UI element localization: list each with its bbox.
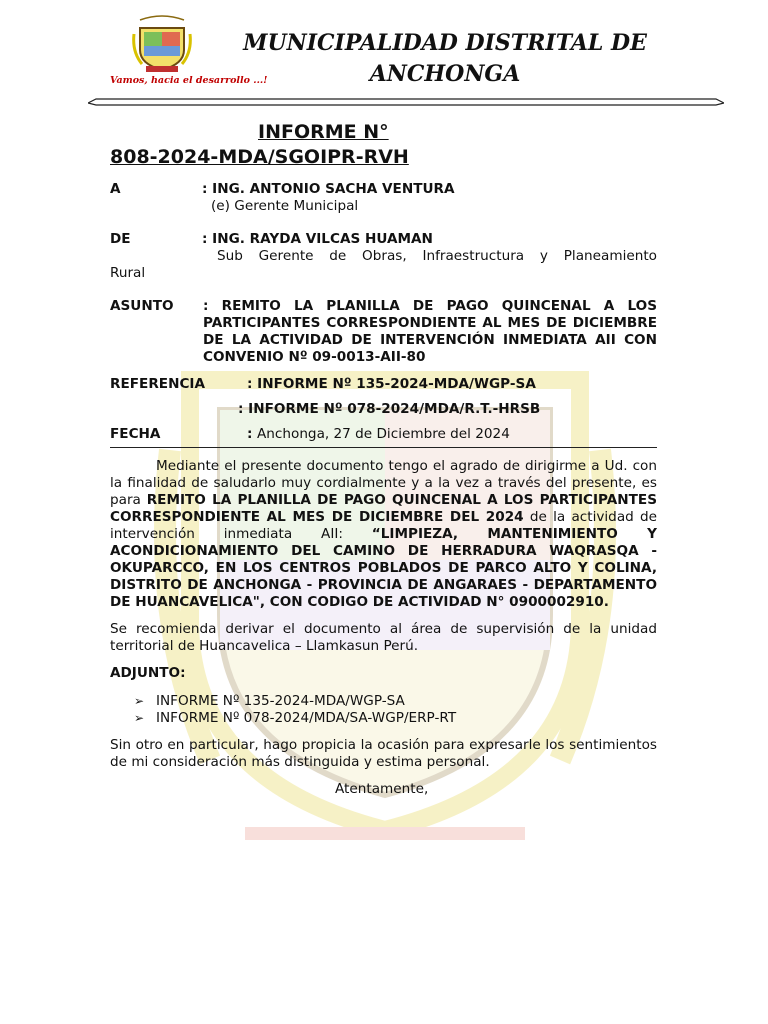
- closing-paragraph: Sin otro en particular, hago propicia la ocasión para expresarle los sentimientos de mi consideración más distinguida y estima personal.: [110, 737, 657, 770]
- reference-item: : INFORME Nº 078-2024/MDA/R.T.-HRSB: [238, 401, 541, 417]
- section-divider: [110, 447, 657, 448]
- subject-label: ASUNTO: [110, 298, 174, 314]
- recipient-block: [110, 181, 657, 215]
- header-divider: [88, 97, 724, 107]
- organization-name: [240, 28, 650, 90]
- date-block: [110, 426, 657, 443]
- list-item: [134, 710, 657, 727]
- arrow-bullet-icon: ➢: [134, 694, 145, 708]
- body-paragraph: [110, 458, 657, 611]
- recipient-label: A: [110, 181, 121, 197]
- body-text: de la actividad de intervención inmediata AII:: [110, 509, 658, 542]
- slogan: Vamos, hacia el desarrollo ...!: [110, 75, 268, 86]
- date-label: FECHA: [110, 426, 161, 442]
- closing-salutation: Atentamente,: [335, 781, 429, 797]
- attachment-text: INFORME Nº 135-2024-MDA/WGP-SA: [156, 693, 405, 709]
- organization-name-line1: MUNICIPALIDAD DISTRITAL DE: [243, 30, 647, 56]
- attachment-text: INFORME Nº 078-2024/MDA/SA-WGP/ERP-RT: [156, 710, 457, 726]
- organization-name-line2: ANCHONGA: [369, 61, 521, 87]
- recipient-name: : ING. ANTONIO SACHA VENTURA: [202, 181, 455, 197]
- arrow-bullet-icon: ➢: [134, 711, 145, 725]
- report-title-line1: INFORME N°: [258, 121, 389, 143]
- body-text: Mediante el presente documento tengo el agrado de dirigirme a Ud. con la finalidad de saludarlo muy cordialmente y a la vez a través del presente, es para: [110, 458, 657, 508]
- report-content: [110, 120, 657, 798]
- recipient-role: (e) Gerente Municipal: [211, 198, 359, 214]
- attachments-list: [110, 693, 657, 727]
- report-title: [110, 120, 657, 170]
- activity-name: “LIMPIEZA, MANTENIMIENTO Y ACONDICIONAMIENTO DEL CAMINO DE HERRADURA WAQRASQA - OKUPARCCO, EN LOS CENTROS POBLADOS DE PARCO ALTO Y COLINA, DISTRITO DE ANCHONGA - PROVINCIA DE ANGARAES - DEPARTAMENTO DE HUANCAVELICA", CON CODIGO DE ACTIVIDAD N° 0900002910.: [110, 526, 657, 610]
- body-text-bold: REMITO LA PLANILLA DE PAGO QUINCENAL A LOS PARTICIPANTES CORRESPONDIENTE AL MES DE DICIEMBRE DEL 2024: [110, 492, 658, 525]
- list-item: [134, 693, 657, 710]
- sender-role: Sub Gerente de Obras, Infraestructura y Planeamiento: [217, 248, 657, 264]
- date-value: Anchonga, 27 de Diciembre del 2024: [257, 426, 510, 442]
- subject-text: : REMITO LA PLANILLA DE PAGO QUINCENAL A LOS PARTICIPANTES CORRESPONDIENTE AL MES DE DICIEMBRE DE LA ACTIVIDAD DE INTERVENCIÓN INMEDIATA AII CON CONVENIO Nº 09-0013-AII-80: [203, 298, 657, 365]
- reference-block: [110, 376, 657, 418]
- sender-block: [110, 231, 657, 282]
- report-number: 808-2024-MDA/SGOIPR-RVH: [110, 146, 409, 168]
- subject-block: [110, 298, 657, 366]
- recommendation-paragraph: Se recomienda derivar el documento al área de supervisión de la unidad territorial de Huancavelica – Llamkasun Perú.: [110, 621, 657, 654]
- sender-name: : ING. RAYDA VILCAS HUAMAN: [202, 231, 433, 247]
- reference-item: : INFORME Nº 135-2024-MDA/WGP-SA: [247, 376, 536, 392]
- municipal-crest-logo: [132, 12, 192, 74]
- sender-role-continued: Rural: [110, 265, 146, 281]
- date-colon: :: [247, 426, 253, 442]
- reference-label: REFERENCIA: [110, 376, 206, 392]
- sender-label: DE: [110, 231, 131, 247]
- attachments-label: ADJUNTO:: [110, 665, 186, 681]
